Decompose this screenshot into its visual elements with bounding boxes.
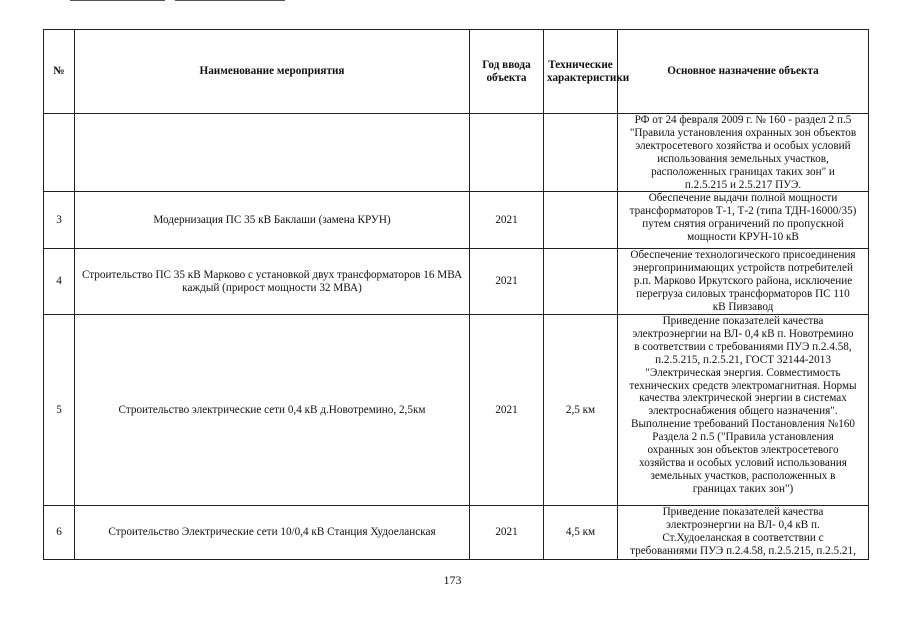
cell-year: 2021 — [470, 192, 544, 249]
cell-tech — [544, 114, 618, 192]
cell-year: 2021 — [470, 249, 544, 315]
table-header-row — [44, 30, 869, 114]
cell-tech: 4,5 км — [544, 505, 618, 559]
cell-name — [75, 114, 470, 192]
cell-tech — [544, 249, 618, 315]
cell-year: 2021 — [470, 505, 544, 559]
cell-tech: 2,5 км — [544, 314, 618, 505]
cell-name: Строительство электрические сети 0,4 кВ д.Новотремино, 2,5км — [75, 314, 470, 505]
cell-purpose: Обеспечение выдачи полной мощности трансформаторов Т-1, Т-2 (типа ТДН-16000/35) путем снятия ограничений по пропускной мощности КРУН-10 кВ — [618, 192, 869, 249]
cell-tech — [544, 192, 618, 249]
table-row — [44, 505, 869, 559]
header-num: № — [44, 30, 75, 114]
cell-purpose: Приведение показателей качества электроэнергии на ВЛ- 0,4 кВ п. Ст.Худоеланская в соответствии с требованиями ПУЭ п.2.4.58, п.2.5.215, п.2.5.21, — [618, 505, 869, 559]
cell-num: 3 — [44, 192, 75, 249]
cell-num: 5 — [44, 314, 75, 505]
cell-num: 4 — [44, 249, 75, 315]
cell-num — [44, 114, 75, 192]
table-row — [44, 192, 869, 249]
cell-year: 2021 — [470, 314, 544, 505]
header-name: Наименование мероприятия — [75, 30, 470, 114]
cell-purpose: РФ от 24 февраля 2009 г. № 160 - раздел 2 п.5 "Правила установления охранных зон объектов электросетевого хозяйства и особых условий использования земельных участков, расположенных границах таких зон" и п.2.5.215 и 2.5.217 ПУЭ. — [618, 114, 869, 192]
cell-num: 6 — [44, 505, 75, 559]
cell-name: Строительство Электрические сети 10/0,4 кВ Станция Худоеланская — [75, 505, 470, 559]
cell-purpose: Приведение показателей качества электроэнергии на ВЛ- 0,4 кВ п. Новотремино в соответствии с требованиями ПУЭ п.2.4.58, п.2.5.215, п.2.5.21, ГОСТ 32144-2013 "Электрическая энергия. Совместимость технических средств электромагнитная. Нормы качества электрической энергии в системах электроснабжения общего назначения". Выполнение требований Постановления №160 Раздела 2 п.5 ("Правила установления охранных зон объектов электросетевого хозяйства и особых условий использования земельных участков, расположенных в границах таких зон") — [618, 314, 869, 505]
table-row — [44, 314, 869, 505]
cell-name: Модернизация ПС 35 кВ Баклаши (замена КРУН) — [75, 192, 470, 249]
cell-year — [470, 114, 544, 192]
table-row — [44, 114, 869, 192]
page-number: 173 — [443, 573, 462, 587]
header-year: Год ввода объекта — [470, 30, 544, 114]
header-purpose: Основное назначение объекта — [618, 30, 869, 114]
top-rule-right — [175, 0, 285, 1]
cell-purpose: Обеспечение технологического присоединения энергопринимающих устройств потребителей р.п. Марково Иркутского района, исключение перегруза силовых трансформаторов ПС 110 кВ Пивзавод — [618, 249, 869, 315]
cell-name: Строительство ПС 35 кВ Марково с установкой двух трансформаторов 16 МВА каждый (прирост мощности 32 МВА) — [75, 249, 470, 315]
header-tech: Технические характеристики — [544, 30, 618, 114]
measures-table — [43, 29, 869, 560]
table-row — [44, 249, 869, 315]
top-rule-left — [70, 0, 165, 1]
